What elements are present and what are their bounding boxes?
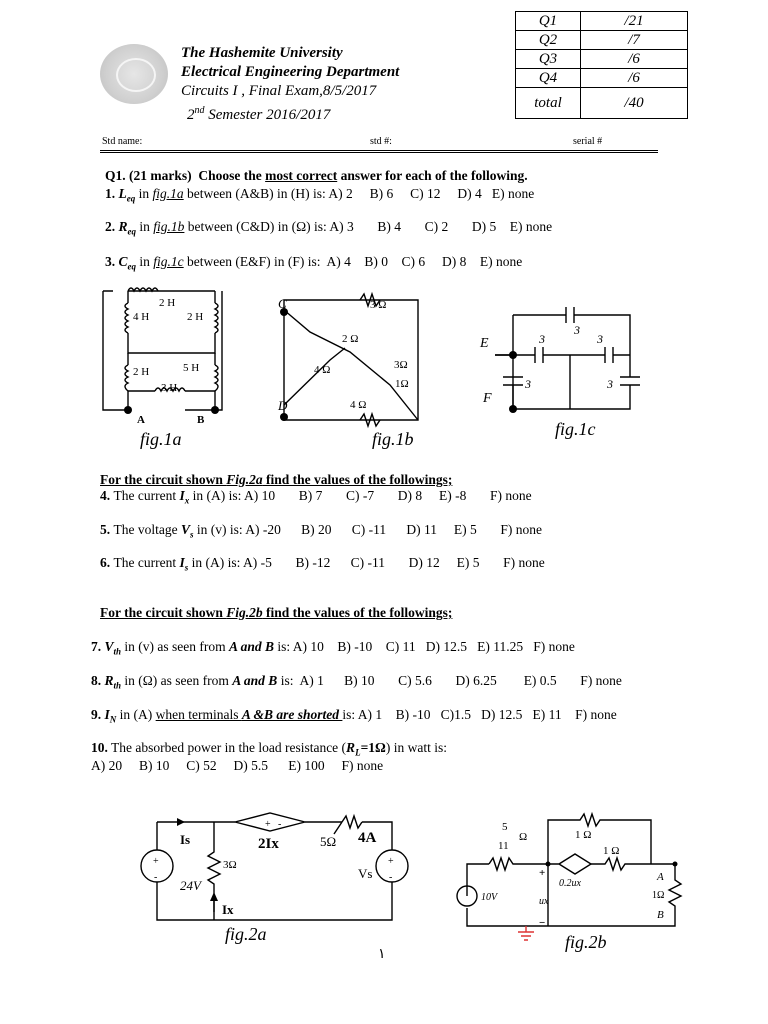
svg-text:1 Ω: 1 Ω bbox=[575, 829, 592, 841]
question-2: 2. $R_{eq}$ in fig.1b between (C&D) in (Ω) is: A) 3 B) 4 C) 2 D) 5 E) none bbox=[105, 219, 553, 237]
svg-text:1 Ω: 1 Ω bbox=[603, 845, 620, 857]
score-table: Q1 /21 Q2 /7 Q3 /6 Q4 /6 total /40 bbox=[515, 11, 688, 119]
svg-text:3Ω: 3Ω bbox=[394, 359, 408, 371]
svg-text:Vs: Vs bbox=[358, 866, 373, 881]
page-number: ١ bbox=[378, 947, 386, 962]
svg-text:3: 3 bbox=[525, 377, 531, 391]
fig2a-diagram bbox=[130, 800, 430, 950]
svg-text:+: + bbox=[153, 856, 159, 867]
svg-text:2 Ω: 2 Ω bbox=[342, 333, 359, 345]
semester: 2nd Semester 2016/2017 bbox=[187, 105, 331, 123]
svg-text:A: A bbox=[657, 871, 664, 883]
section-fig2b-heading: For the circuit shown Fig.2b find the values of the followings; bbox=[100, 605, 453, 620]
svg-text:-: - bbox=[154, 872, 158, 883]
svg-text:D: D bbox=[278, 398, 288, 413]
svg-text:F: F bbox=[483, 391, 492, 406]
svg-text:3: 3 bbox=[597, 332, 603, 346]
header-rule bbox=[100, 150, 658, 153]
svg-text:-: - bbox=[278, 819, 282, 830]
terminal-d bbox=[280, 413, 288, 421]
course-title: Circuits I , Final Exam,8/5/2017 bbox=[181, 83, 377, 99]
svg-text:3: 3 bbox=[574, 323, 580, 337]
question-7: 7. $V_{th}$ in (v) as seen from A and B is: A) 10 B) -10 C) 11 D) 12.5 E) 11.25 F) none bbox=[91, 639, 575, 657]
fig1b-diagram bbox=[270, 290, 440, 455]
fig1a-diagram bbox=[95, 283, 245, 453]
svg-text:3: 3 bbox=[539, 332, 545, 346]
svg-text:-: - bbox=[389, 872, 393, 883]
question-6: 6. The current $I_s$ in (A) is: A) -5 B) -12 C) -11 D) 12 E) 5 F) none bbox=[100, 555, 545, 573]
university-name: The Hashemite University bbox=[181, 45, 343, 61]
serial-label: serial # bbox=[573, 136, 603, 147]
svg-text:10V: 10V bbox=[481, 892, 498, 903]
svg-text:5: 5 bbox=[502, 821, 508, 833]
question-10: 10. The absorbed power in the load resistance $(R_L=1\Omega)$ in watt is: bbox=[91, 740, 447, 758]
svg-text:3 Ω: 3 Ω bbox=[370, 299, 387, 311]
terminal-a bbox=[124, 406, 132, 414]
svg-text:1Ω: 1Ω bbox=[395, 378, 409, 390]
svg-text:Ix: Ix bbox=[222, 902, 234, 917]
svg-text:+: + bbox=[265, 819, 271, 830]
svg-text:4 H: 4 H bbox=[133, 311, 150, 323]
question-3: 3. $C_{eq}$ in fig.1c between (E&F) in (F) is: A) 4 B) 0 C) 6 D) 8 E) none bbox=[105, 254, 523, 272]
svg-text:2Ix: 2Ix bbox=[258, 836, 279, 852]
svg-text:2 H: 2 H bbox=[187, 311, 204, 323]
svg-text:A: A bbox=[137, 414, 145, 426]
terminal-b bbox=[211, 406, 219, 414]
question-9: 9. $I_N$ in (A) when terminals A &B are shorted is: A) 1 B) -10 C)1.5 D) 12.5 E) 11 F) none bbox=[91, 707, 617, 725]
svg-text:fig.1c: fig.1c bbox=[555, 419, 596, 439]
svg-text:B: B bbox=[657, 909, 664, 921]
section-fig2a-heading: For the circuit shown Fig.2a find the values of the followings; bbox=[100, 472, 453, 487]
svg-text:E: E bbox=[480, 336, 489, 351]
exam-header bbox=[181, 44, 399, 125]
svg-text:5 H: 5 H bbox=[183, 362, 200, 374]
terminal-e bbox=[509, 351, 517, 359]
svg-text:5Ω: 5Ω bbox=[320, 834, 337, 849]
svg-text:2 H: 2 H bbox=[159, 297, 176, 309]
fig2b-diagram bbox=[455, 808, 685, 958]
std-number-label: std #: bbox=[370, 136, 392, 147]
fig1c-diagram bbox=[475, 295, 650, 445]
svg-text:+: + bbox=[388, 856, 394, 867]
svg-text:−: − bbox=[539, 917, 546, 929]
svg-text:fig.2b: fig.2b bbox=[565, 932, 607, 952]
q1-heading: Q1. (21 marks) Choose the most correct answer for each of the following. bbox=[105, 168, 528, 183]
svg-text:1Ω: 1Ω bbox=[652, 890, 665, 901]
svg-text:3Ω: 3Ω bbox=[223, 859, 237, 871]
svg-text:fig.1a: fig.1a bbox=[140, 429, 182, 449]
svg-text:fig.2a: fig.2a bbox=[225, 924, 267, 944]
svg-text:0.2ux: 0.2ux bbox=[559, 878, 581, 889]
svg-text:Ω: Ω bbox=[519, 831, 528, 843]
svg-text:ux: ux bbox=[539, 896, 549, 907]
svg-text:4A: 4A bbox=[358, 830, 377, 846]
svg-text:Is: Is bbox=[180, 832, 191, 847]
svg-text:2 H: 2 H bbox=[133, 366, 150, 378]
question-5: 5. The voltage $V_s$ in (v) is: A) -20 B) 20 C) -11 D) 11 E) 5 F) none bbox=[100, 522, 542, 540]
terminal-f bbox=[509, 405, 517, 413]
std-name-label: Std name: bbox=[102, 136, 143, 147]
svg-text:3 H: 3 H bbox=[161, 382, 178, 394]
university-logo bbox=[100, 44, 168, 104]
svg-text:4 Ω: 4 Ω bbox=[350, 399, 367, 411]
svg-text:C: C bbox=[278, 296, 287, 311]
svg-text:11: 11 bbox=[498, 840, 509, 852]
svg-text:4 Ω: 4 Ω bbox=[314, 364, 331, 376]
question-4: 4. The current $I_x$ in (A) is: A) 10 B) 7 C) -7 D) 8 E) -8 F) none bbox=[100, 488, 532, 506]
department-name: Electrical Engineering Department bbox=[181, 64, 400, 80]
question-8: 8. $R_{th}$ in (Ω) as seen from A and B is: A) 1 B) 10 C) 5.6 D) 6.25 E) 0.5 F) none bbox=[91, 673, 622, 691]
svg-text:3: 3 bbox=[607, 377, 613, 391]
question-10-options: A) 20 B) 10 C) 52 D) 5.5 E) 100 F) none bbox=[91, 758, 384, 773]
svg-text:fig.1b: fig.1b bbox=[372, 429, 414, 449]
question-1: 1. $L_{eq}$ in fig.1a between (A&B) in (H) is: A) 2 B) 6 C) 12 D) 4 E) none bbox=[105, 186, 535, 204]
svg-text:+: + bbox=[539, 867, 546, 879]
svg-text:24V: 24V bbox=[180, 878, 201, 893]
svg-text:B: B bbox=[197, 414, 205, 426]
